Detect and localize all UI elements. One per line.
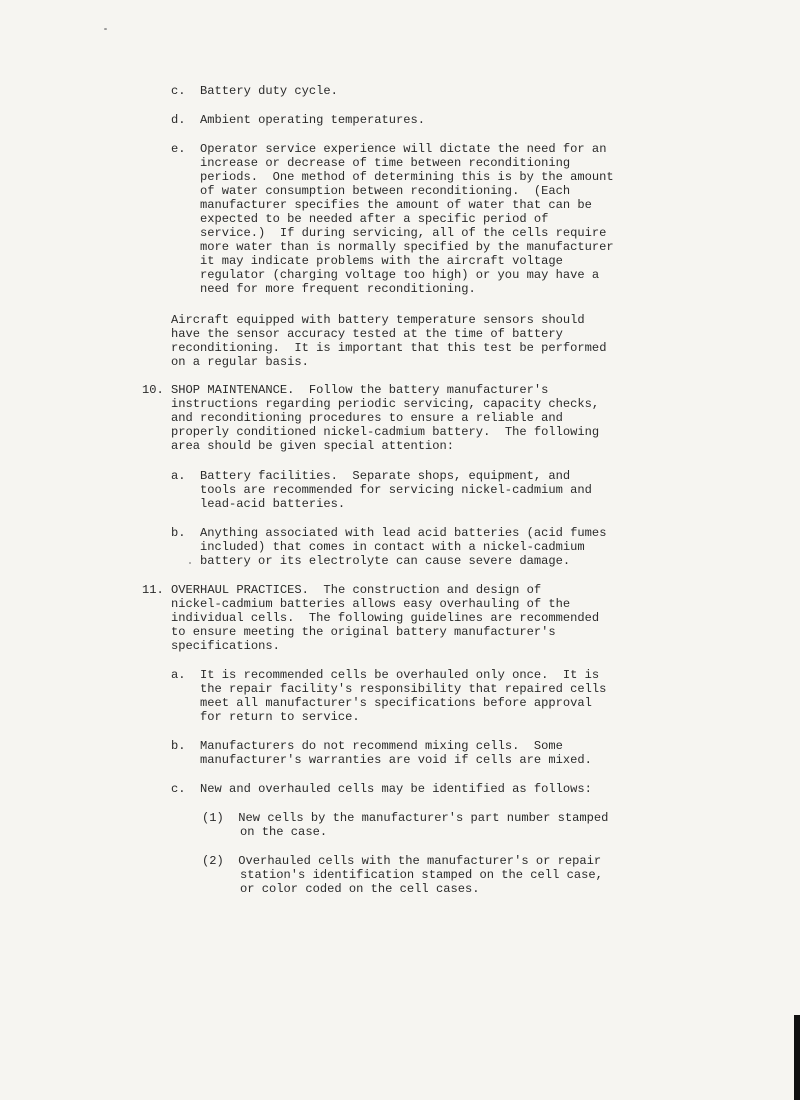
scan-edge-shadow xyxy=(794,1015,800,1100)
scan-speck xyxy=(104,28,107,30)
text-line: periods. One method of determining this is by the amount xyxy=(200,170,614,184)
text-line: meet all manufacturer's specifications before approval xyxy=(200,696,592,710)
text-line: nickel-cadmium batteries allows easy overhauling of the xyxy=(171,597,571,611)
text-line: 10. SHOP MAINTENANCE. Follow the battery manufacturer's xyxy=(142,383,549,397)
text-line: a. Battery facilities. Separate shops, equipment, and xyxy=(171,469,571,483)
text-line: specifications. xyxy=(171,639,280,653)
text-line: b. Anything associated with lead acid batteries (acid fumes xyxy=(171,526,607,540)
text-line: d. Ambient operating temperatures. xyxy=(171,113,426,127)
text-line: regulator (charging voltage too high) or you may have a xyxy=(200,268,600,282)
text-line: the repair facility's responsibility that repaired cells xyxy=(200,682,607,696)
text-line: service.) If during servicing, all of the cells require xyxy=(200,226,607,240)
text-line: station's identification stamped on the cell case, xyxy=(240,868,603,882)
text-line: of water consumption between reconditioning. (Each xyxy=(200,184,571,198)
text-line: c. Battery duty cycle. xyxy=(171,84,338,98)
text-line: properly conditioned nickel-cadmium battery. The following xyxy=(171,425,600,439)
text-line: on the case. xyxy=(240,825,328,839)
text-line: battery or its electrolyte can cause severe damage. xyxy=(200,554,571,568)
text-line: individual cells. The following guidelines are recommended xyxy=(171,611,600,625)
text-line: or color coded on the cell cases. xyxy=(240,882,480,896)
text-line: area should be given special attention: xyxy=(171,439,455,453)
text-line: manufacturer's warranties are void if cells are mixed. xyxy=(200,753,592,767)
text-line: it may indicate problems with the aircraft voltage xyxy=(200,254,563,268)
text-line: need for more frequent reconditioning. xyxy=(200,282,476,296)
text-line: a. It is recommended cells be overhauled only once. It is xyxy=(171,668,600,682)
text-line: and reconditioning procedures to ensure a reliable and xyxy=(171,411,563,425)
text-line: tools are recommended for servicing nickel-cadmium and xyxy=(200,483,592,497)
text-line: for return to service. xyxy=(200,710,360,724)
text-line: 11. OVERHAUL PRACTICES. The construction and design of xyxy=(142,583,542,597)
text-line: increase or decrease of time between reconditioning xyxy=(200,156,571,170)
scan-speck xyxy=(189,562,191,564)
text-line: Aircraft equipped with battery temperature sensors should xyxy=(171,313,585,327)
text-line: e. Operator service experience will dictate the need for an xyxy=(171,142,607,156)
text-line: manufacturer specifies the amount of water that can be xyxy=(200,198,592,212)
text-line: c. New and overhauled cells may be identified as follows: xyxy=(171,782,592,796)
text-line: expected to be needed after a specific period of xyxy=(200,212,549,226)
text-line: have the sensor accuracy tested at the time of battery xyxy=(171,327,563,341)
text-line: more water than is normally specified by the manufacturer xyxy=(200,240,614,254)
text-line: (2) Overhauled cells with the manufacturer's or repair xyxy=(202,854,602,868)
text-line: instructions regarding periodic servicing, capacity checks, xyxy=(171,397,600,411)
text-line: on a regular basis. xyxy=(171,355,309,369)
text-line: b. Manufacturers do not recommend mixing cells. Some xyxy=(171,739,563,753)
text-line: included) that comes in contact with a nickel-cadmium xyxy=(200,540,585,554)
text-line: (1) New cells by the manufacturer's part number stamped xyxy=(202,811,609,825)
text-line: reconditioning. It is important that this test be performed xyxy=(171,341,607,355)
text-line: lead-acid batteries. xyxy=(200,497,346,511)
text-line: to ensure meeting the original battery manufacturer's xyxy=(171,625,556,639)
